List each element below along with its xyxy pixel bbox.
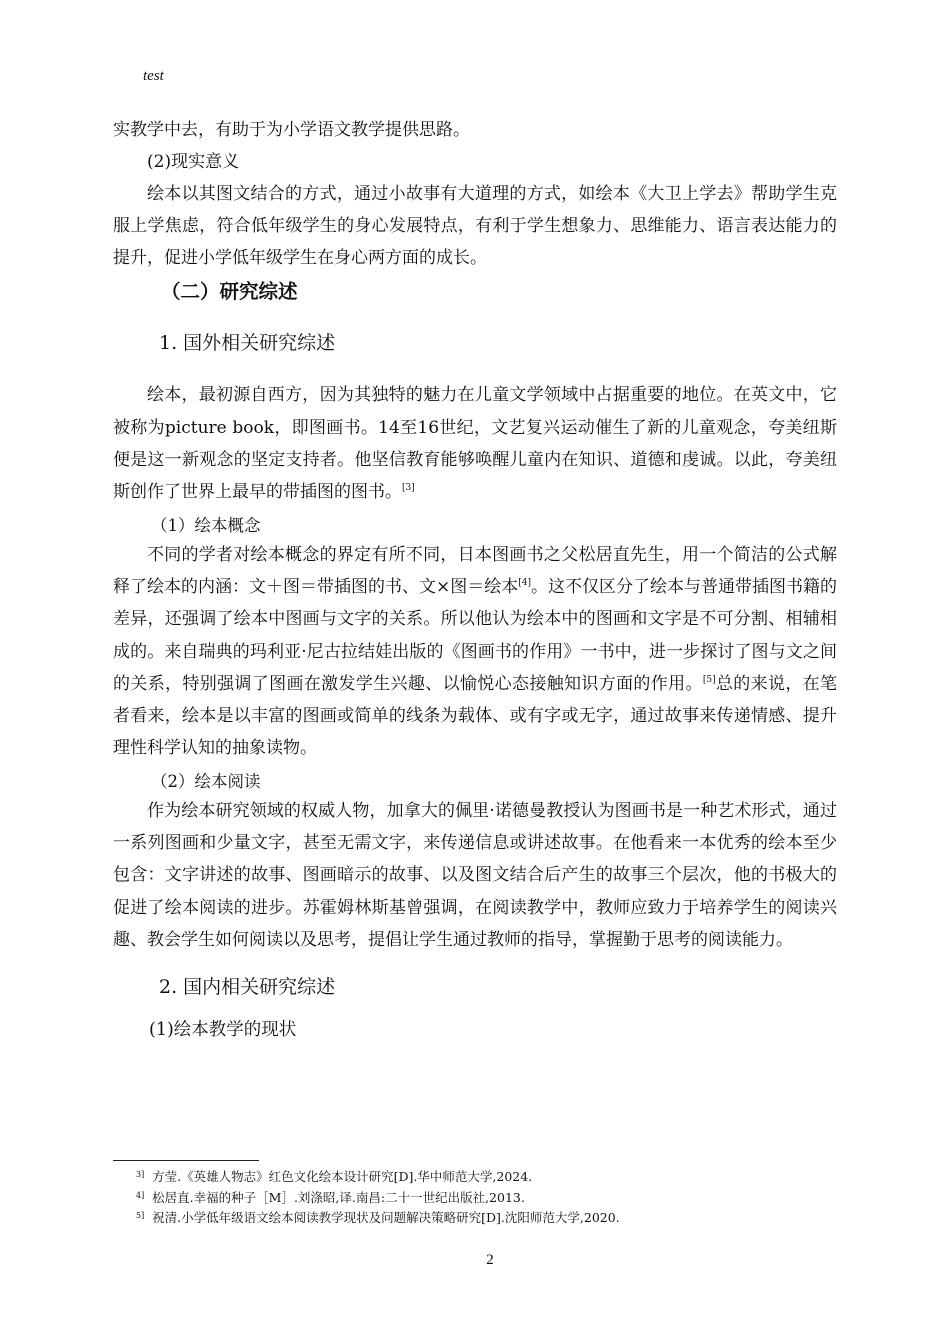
subheading-picture-book-concept: （1）绘本概念 — [151, 515, 261, 535]
footnote-4 — [136, 1188, 836, 1209]
section-heading-research-review: （二）研究综述 — [161, 280, 298, 304]
footnote-mark: 4] — [136, 1190, 145, 1200]
heading-practical-significance: (2)现实意义 — [147, 152, 240, 173]
footnote-text: 松居直.幸福的种子［M］.刘涤昭,译.南昌:二十一世纪出版社,2013. — [152, 1189, 525, 1205]
footnote-3 — [136, 1167, 836, 1188]
footnote-text: 方莹.《英雄人物志》红色文化绘本设计研究[D].华中师范大学,2024. — [152, 1169, 533, 1184]
citation-3: [3] — [402, 483, 415, 494]
body-text — [113, 114, 837, 1044]
paragraph-practical-significance: 绘本以其图文结合的方式，通过小故事有大道理的方式，如绘本《大卫上学去》帮助学生克服上学焦虑，符合低年级学生的身心发展特点，有利于学生想象力、思维能力、语言表达能力的提升，促进小学低年级学生在身心两方面的成长。 — [113, 183, 837, 269]
paragraph-continuation: 实教学中去，有助于为小学语文教学提供思路。 — [113, 120, 470, 140]
footnote-5 — [136, 1208, 836, 1229]
footnote-mark: 5] — [136, 1211, 145, 1220]
heading-foreign-research: 1. 国外相关研究综述 — [159, 332, 336, 355]
footnote-mark: 3] — [136, 1170, 145, 1179]
paragraph-picture-book-concept — [113, 539, 837, 765]
citation-5: [5] — [702, 674, 716, 685]
subheading-teaching-status: (1)绘本教学的现状 — [149, 1020, 297, 1041]
footnote-text: 祝清.小学低年级语文绘本阅读教学现状及问题解决策略研究[D].沈阳师范大学,2020. — [152, 1210, 620, 1225]
heading-domestic-research: 2. 国内相关研究综述 — [159, 976, 336, 999]
paragraph-picture-book-origin-text: 绘本，最初源自西方，因为其独特的魅力在儿童文学领域中占据重要的地位。在英文中，它被称为picture book，即图画书。14至16世纪，文艺复兴运动催生了新的儿童观念，夸美纽斯便是这一新观念的坚定支持者。他坚信教育能够唤醒儿童内在知识、道德和虔诚。以此，夸美纽斯创作了世界上最早的带插图的图书。 — [113, 385, 837, 503]
subheading-picture-book-reading: （2）绘本阅读 — [151, 771, 261, 791]
footnote-separator — [113, 1160, 259, 1161]
citation-4: [4] — [518, 577, 531, 588]
page-number: 2 — [486, 1252, 494, 1268]
concept-text-1: 不同的学者对绘本概念的界定有所不同，日本图画书之父松居直先生，用一个简洁的公式解释了绘本的内涵：文＋图＝带插图的书、文×图＝绘本 — [113, 544, 837, 597]
footnotes — [136, 1167, 836, 1229]
concept-text-3: 总的来说，在笔者看来，绘本是以丰富的图画或简单的线条为载体、或有字或无字，通过故事来传递情感、提升理性科学认知的抽象读物。 — [113, 673, 838, 759]
concept-text-2: 。这不仅区分了绘本与普通带插图书籍的差异，还强调了绘本中图画与文字的关系。所以他认为绘本中的图画和文字是不可分割、相辅相成的。来自瑞典的玛利亚·尼古拉结娃出版的《图画书的作用》一书中，进一步探讨了图与文之间的关系，特别强调了图画在激发学生兴趣、以愉悦心态接触知识方面的作用。 — [113, 576, 837, 694]
paragraph-picture-book-reading: 作为绘本研究领域的权威人物，加拿大的佩里·诺德曼教授认为图画书是一种艺术形式，通过一系列图画和少量文字，甚至无需文字，来传递信息或讲述故事。在他看来一本优秀的绘本至少包含：文字讲述的故事、图画暗示的故事、以及图文结合后产生的故事三个层次，他的书极大的促进了绘本阅读的进步。苏霍姆林斯基曾强调，在阅读教学中，教师应致力于培养学生的阅读兴趣、教会学生如何阅读以及思考，提倡让学生通过教师的指导，掌握勤于思考的阅读能力。 — [113, 800, 837, 950]
page-header: test — [143, 68, 164, 84]
paragraph-picture-book-origin — [113, 379, 837, 508]
